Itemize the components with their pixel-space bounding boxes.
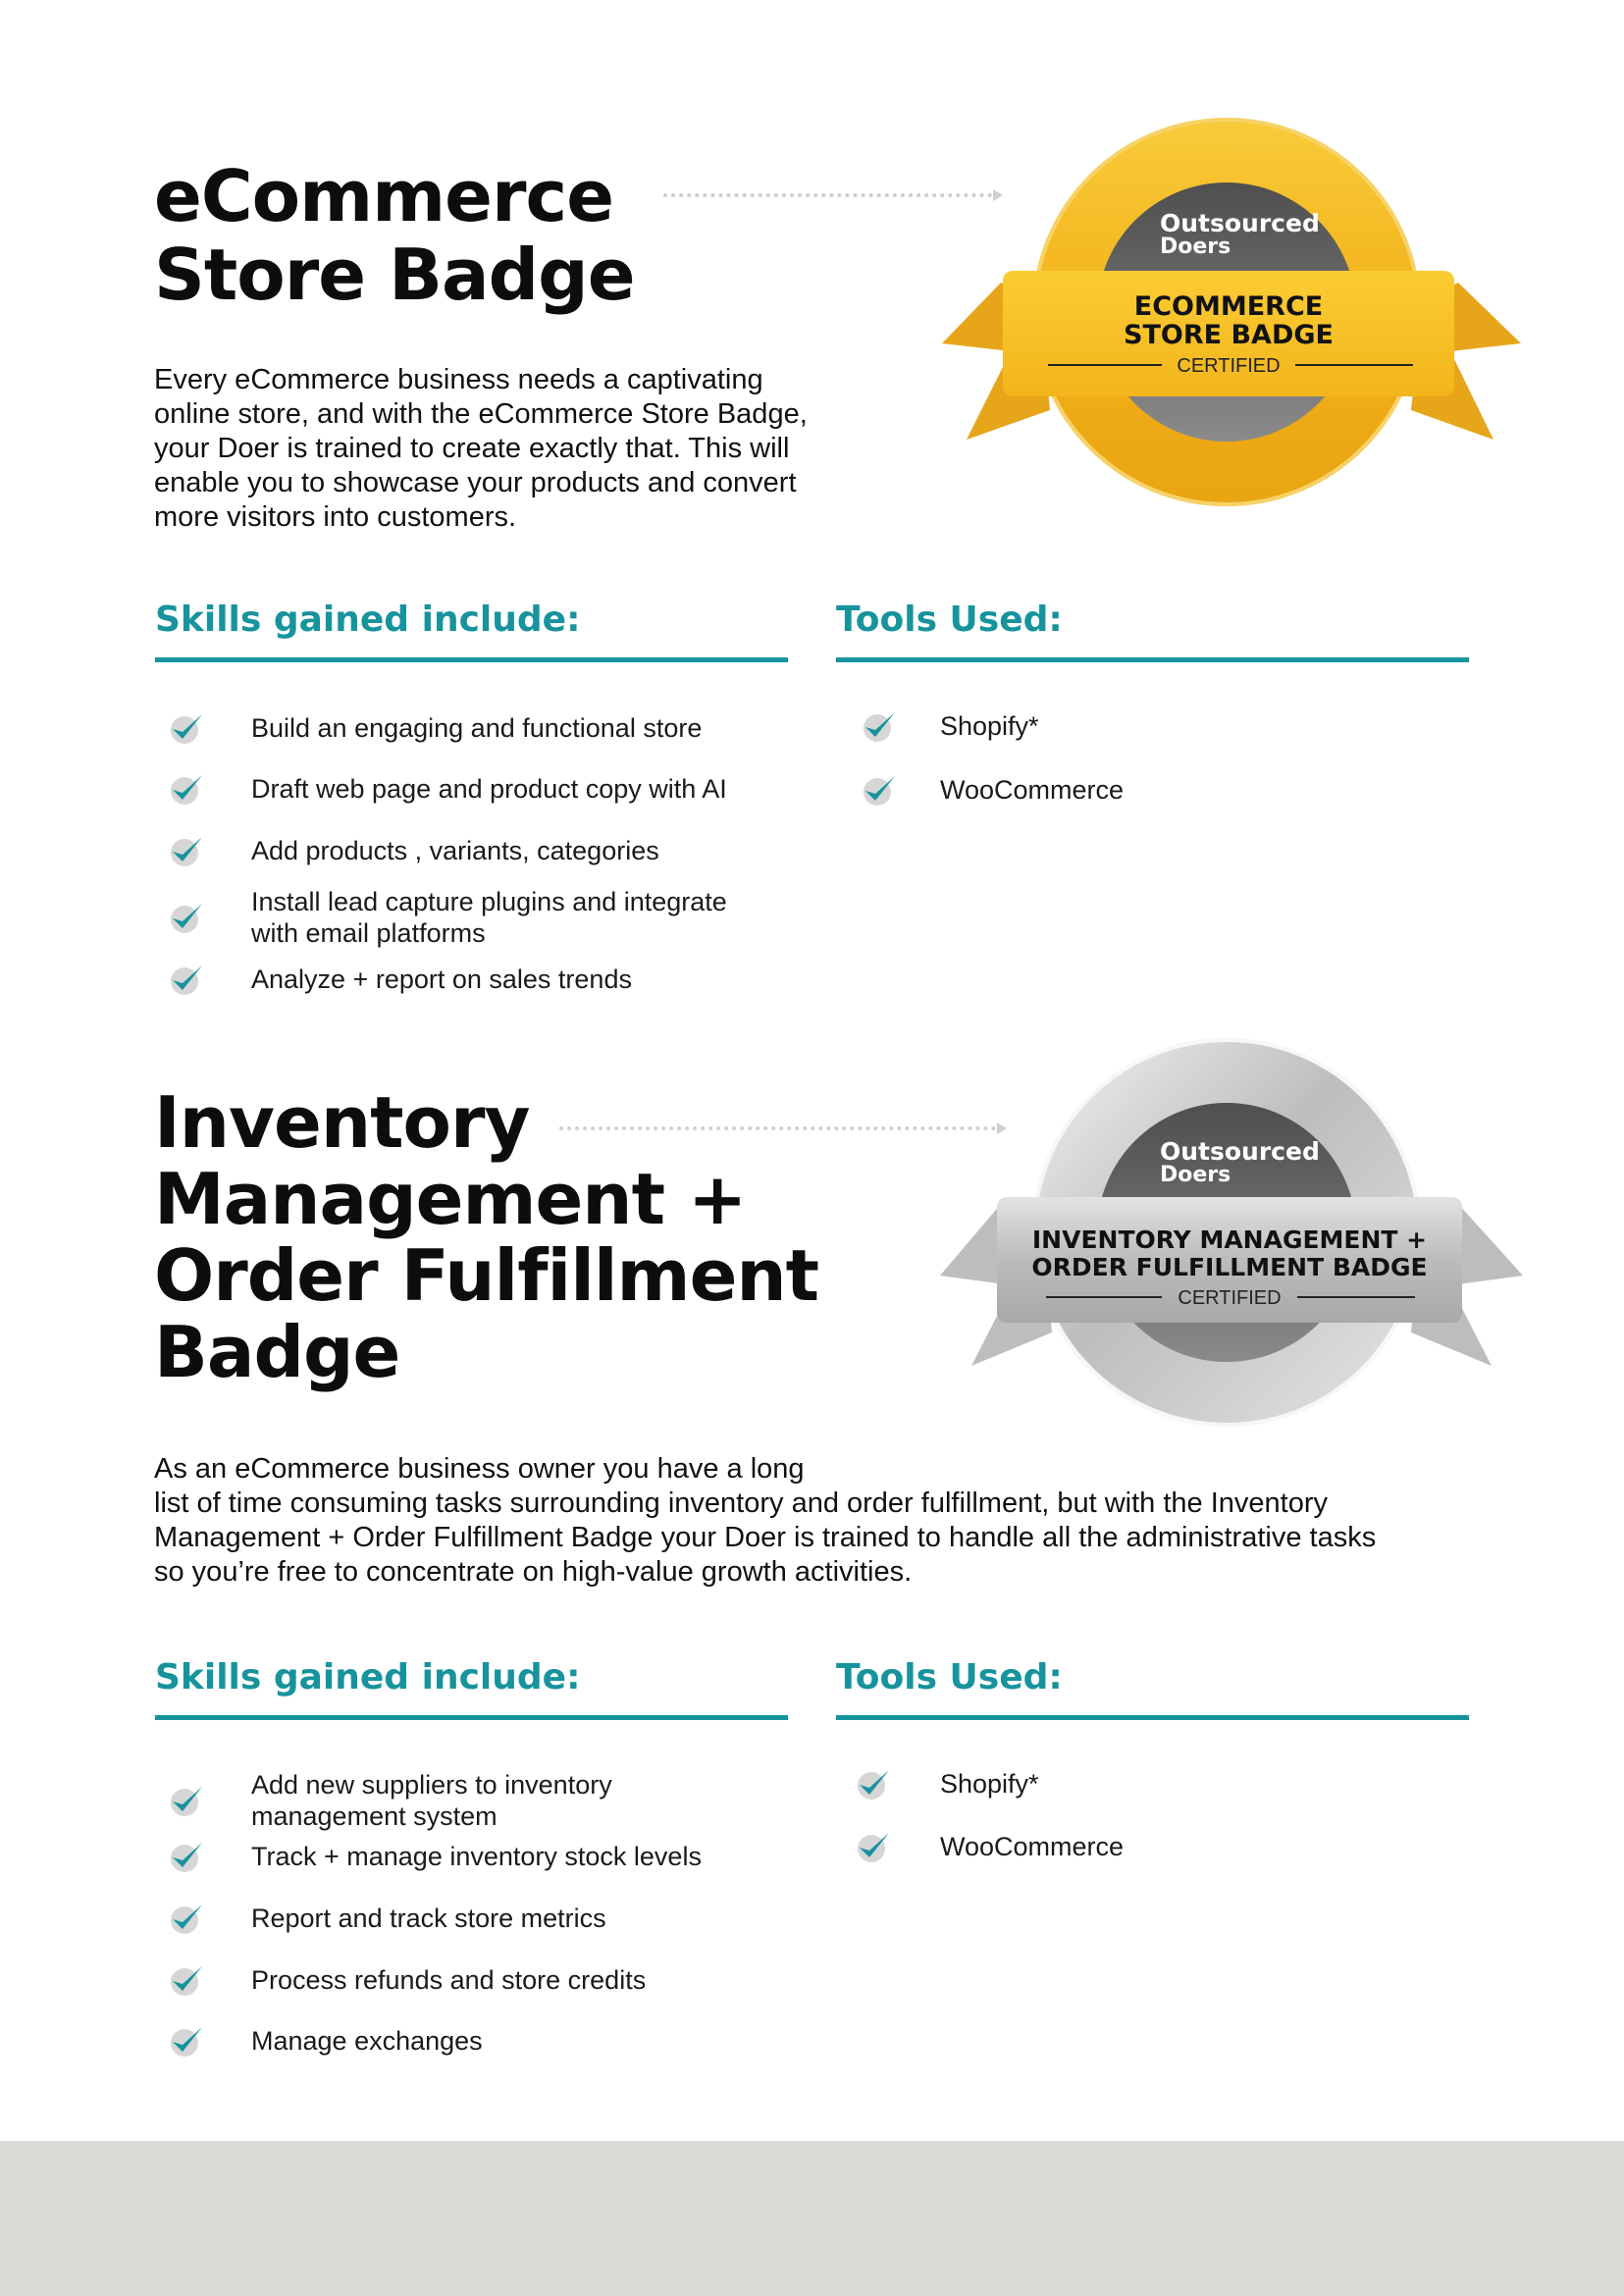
skill-text: Track + manage inventory stock levels — [251, 1842, 702, 1871]
skill-text-line: management system — [251, 1801, 498, 1831]
svg-text:Outsourced: Outsourced — [1160, 1137, 1320, 1166]
description-line: more visitors into customers. — [154, 501, 517, 533]
skill-text: Process refunds and store credits — [251, 1965, 647, 1995]
skill-text — [251, 1769, 612, 1832]
checkmark-icon — [860, 770, 899, 809]
checkmark-icon — [167, 708, 206, 748]
svg-text:Doers: Doers — [1160, 1163, 1231, 1187]
badge-name-line2: STORE BADGE — [1124, 320, 1334, 350]
checkmark-icon — [167, 831, 206, 870]
badge-name-line1: ECOMMERCE — [1133, 291, 1324, 322]
list-item — [167, 1769, 612, 1832]
description-line: online store, and with the eCommerce Store Badge, — [154, 398, 808, 430]
tool-text: Shopify* — [940, 711, 1039, 741]
tool-text: Shopify* — [940, 1769, 1039, 1799]
section2-description — [154, 1452, 1528, 1590]
list-item — [854, 1827, 1124, 1866]
checkmark-icon — [167, 2021, 206, 2061]
tools-heading: Tools Used: — [836, 1657, 1063, 1697]
checkmark-icon — [854, 1764, 893, 1803]
section2-title-line: Badge — [154, 1311, 400, 1393]
description-line: As an eCommerce business owner you have a long — [154, 1453, 805, 1485]
tools-divider — [836, 1715, 1469, 1720]
skill-text: Manage exchanges — [251, 2026, 483, 2056]
tool-text: WooCommerce — [940, 775, 1125, 805]
tools-divider — [836, 657, 1469, 662]
skill-text-line: Install lead capture plugins and integrate — [251, 887, 727, 916]
checkmark-icon — [167, 1899, 206, 1938]
description-line: Every eCommerce business needs a captivating — [154, 364, 763, 395]
skill-text: Analyze + report on sales trends — [251, 965, 632, 994]
checkmark-icon — [167, 898, 206, 937]
badge-name-line2: ORDER FULFILLMENT BADGE — [1031, 1253, 1428, 1281]
checkmark-icon — [167, 1781, 206, 1820]
inventory-management-badge — [932, 1032, 1527, 1435]
list-item — [167, 1960, 646, 2000]
section2-title-line: Management + — [154, 1158, 747, 1240]
checkmark-icon — [167, 960, 206, 999]
description-line: list of time consuming tasks surrounding inventory and order fulfillment, but with the Inventory — [154, 1487, 1329, 1519]
list-item — [854, 1764, 1039, 1803]
list-item — [167, 886, 727, 949]
description-line: enable you to showcase your products and convert — [154, 467, 797, 498]
description-line: Management + Order Fulfillment Badge your Doer is trained to handle all the administrative tasks — [154, 1522, 1377, 1553]
section1-title-line1: eCommerce — [154, 155, 614, 237]
list-item — [167, 1899, 606, 1938]
skills-heading: Skills gained include: — [155, 1657, 581, 1697]
skills-heading: Skills gained include: — [155, 600, 581, 640]
list-item — [167, 2021, 483, 2061]
list-item — [167, 769, 727, 809]
checkmark-icon — [860, 706, 899, 746]
list-item — [860, 770, 1124, 809]
skill-text: Draft web page and product copy with AI — [251, 774, 727, 804]
tools-heading: Tools Used: — [836, 600, 1063, 640]
badge-certified: CERTIFIED — [1177, 355, 1281, 377]
section1-description — [154, 363, 900, 535]
skill-text: Add products , variants, categories — [251, 836, 659, 865]
svg-text:Outsourced: Outsourced — [1160, 209, 1320, 237]
skill-text-line: with email platforms — [251, 918, 486, 948]
section2-title-line: Inventory — [154, 1081, 530, 1164]
section1-title — [154, 157, 635, 314]
checkmark-icon — [167, 1837, 206, 1876]
description-line: your Doer is trained to create exactly that. This will — [154, 433, 790, 464]
tool-text: WooCommerce — [940, 1832, 1125, 1861]
dotted-arrow-line — [559, 1126, 996, 1130]
skill-text: Report and track store metrics — [251, 1904, 606, 1933]
section2-title-line: Order Fulfillment — [154, 1234, 819, 1317]
badge-certified: CERTIFIED — [1178, 1287, 1282, 1309]
description-line: so you’re free to concentrate on high-value growth activities. — [154, 1556, 913, 1588]
skill-text: Build an engaging and functional store — [251, 713, 703, 743]
checkmark-icon — [854, 1827, 893, 1866]
svg-text:Doers: Doers — [1160, 235, 1231, 259]
section1-title-line2: Store Badge — [154, 234, 635, 316]
skills-divider — [155, 657, 788, 662]
checkmark-icon — [167, 769, 206, 809]
ecommerce-store-badge — [932, 116, 1527, 508]
skill-text-line: Add new suppliers to inventory — [251, 1770, 612, 1800]
list-item — [167, 1837, 702, 1876]
footer-band — [0, 2141, 1624, 2296]
checkmark-icon — [167, 1960, 206, 2000]
list-item — [860, 706, 1039, 746]
skills-divider — [155, 1715, 788, 1720]
skill-text — [251, 886, 727, 949]
list-item — [167, 831, 659, 870]
list-item — [167, 708, 702, 748]
badge-name-line1: INVENTORY MANAGEMENT + — [1031, 1226, 1428, 1254]
list-item — [167, 960, 632, 999]
